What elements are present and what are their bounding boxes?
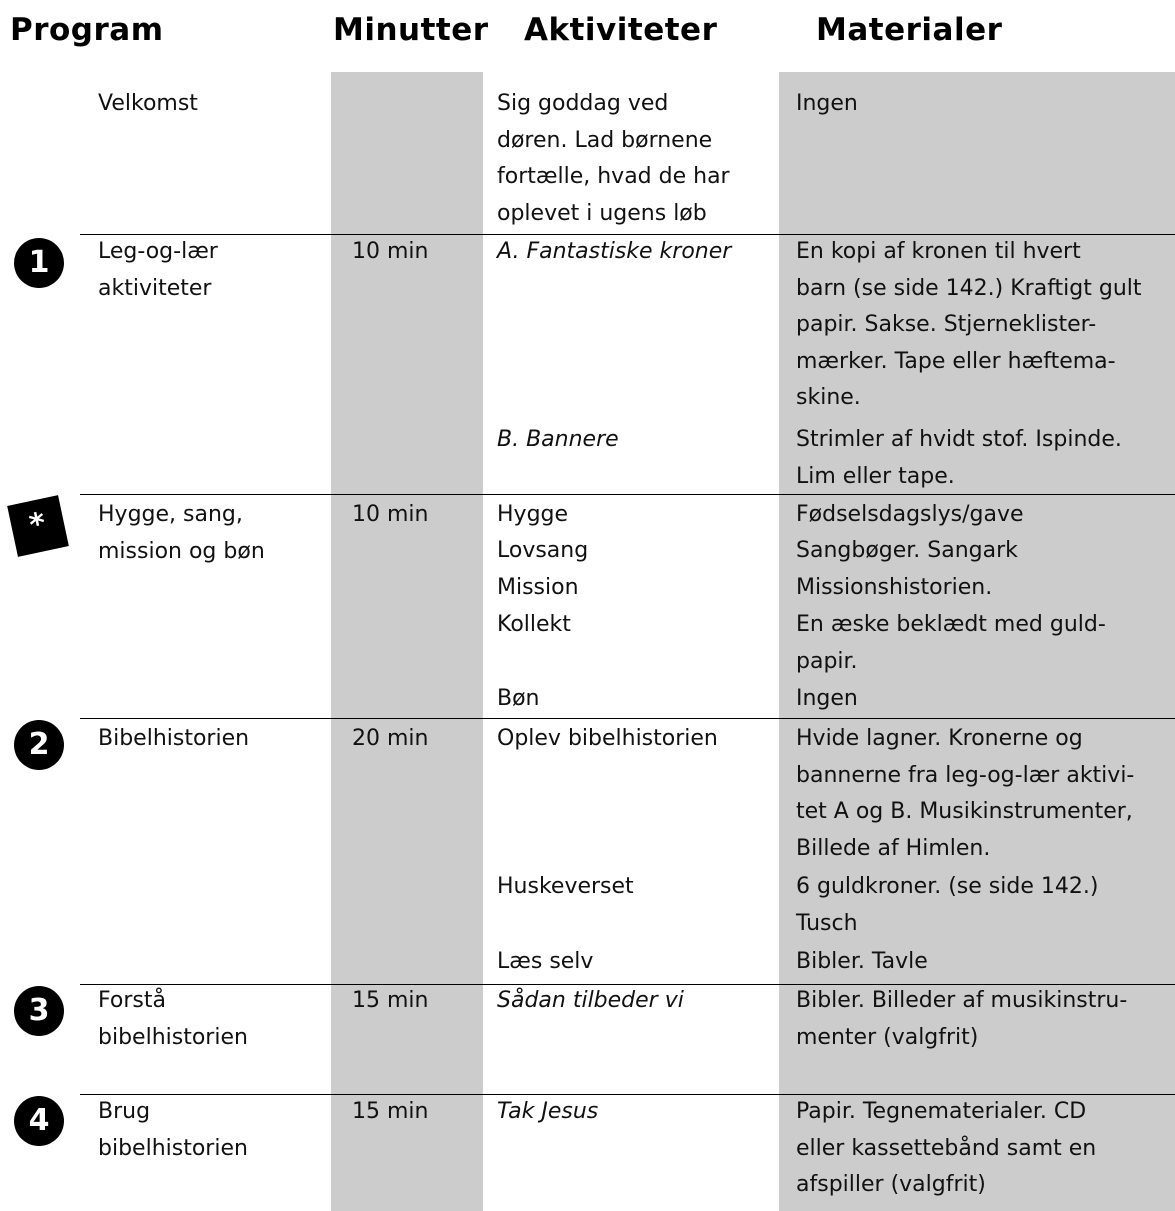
asterisk-badge: *: [7, 495, 69, 557]
material-cell: Ingen: [796, 686, 858, 711]
program-cell: Leg-og-lær aktiviteter: [98, 239, 218, 301]
step-4-badge: 4: [14, 1096, 64, 1146]
activity-cell: Tak Jesus: [497, 1099, 599, 1124]
program-cell: Brug bibelhistorien: [98, 1099, 248, 1161]
material-cell: Fødselsdagslys/gave: [796, 502, 1024, 527]
minutes-cell: 15 min: [352, 988, 429, 1013]
step-3-badge: 3: [14, 986, 64, 1036]
activity-cell: Sådan tilbeder vi: [497, 988, 684, 1013]
header-program: Program: [10, 12, 164, 48]
material-cell: Missionshistorien.: [796, 575, 993, 600]
activity-cell: Sig goddag ved døren. Lad børnene fortælle, hvad de har oplevet i ugens løb: [497, 91, 730, 226]
header-materials: Materialer: [816, 12, 1003, 48]
material-cell: 6 guldkroner. (se side 142.) Tusch: [796, 874, 1099, 936]
material-cell: Ingen: [796, 91, 858, 116]
program-cell: Forstå bibelhistorien: [98, 988, 248, 1050]
program-cell: Hygge, sang, mission og bøn: [98, 502, 265, 564]
activity-cell: Lovsang: [497, 538, 589, 563]
material-cell: Sangbøger. Sangark: [796, 538, 1018, 563]
activity-cell: Mission: [497, 575, 579, 600]
activity-cell: Kollekt: [497, 612, 571, 637]
minutes-cell: 10 min: [352, 239, 429, 264]
activity-cell: Hygge: [497, 502, 569, 527]
activity-cell: Huskeverset: [497, 874, 634, 899]
minutes-cell: 10 min: [352, 502, 429, 527]
material-cell: Bibler. Billeder af musikinstru- menter (valgfrit): [796, 988, 1128, 1050]
activity-cell: B. Bannere: [497, 427, 619, 452]
activity-cell: Oplev bibelhistorien: [497, 726, 718, 751]
minutes-cell: 15 min: [352, 1099, 429, 1124]
step-2-badge: 2: [14, 720, 64, 770]
material-cell: Hvide lagner. Kronerne og bannerne fra leg-og-lær aktivi- tet A og B. Musikinstrumenter, Billede af Himlen.: [796, 726, 1135, 861]
activity-cell: A. Fantastiske kroner: [497, 239, 732, 264]
row-divider: [80, 718, 1175, 719]
activity-cell: Bøn: [497, 686, 540, 711]
minutes-cell: 20 min: [352, 726, 429, 751]
header-minutes: Minutter: [333, 12, 489, 48]
material-cell: Papir. Tegnematerialer. CD eller kassettebånd samt en afspiller (valgfrit): [796, 1099, 1097, 1197]
step-1-badge: 1: [14, 238, 64, 288]
activity-cell: Læs selv: [497, 949, 594, 974]
material-cell: Bibler. Tavle: [796, 949, 928, 974]
material-cell: Strimler af hvidt stof. Ispinde. Lim eller tape.: [796, 427, 1122, 489]
program-cell: Bibelhistorien: [98, 726, 250, 751]
material-cell: En kopi af kronen til hvert barn (se side 142.) Kraftigt gult papir. Sakse. Stjerneklister- mærker. Tape eller hæftema- skine.: [796, 239, 1142, 410]
material-cell: En æske beklædt med guld- papir.: [796, 612, 1106, 674]
header-activities: Aktiviteter: [524, 12, 718, 48]
program-cell: Velkomst: [98, 91, 198, 116]
